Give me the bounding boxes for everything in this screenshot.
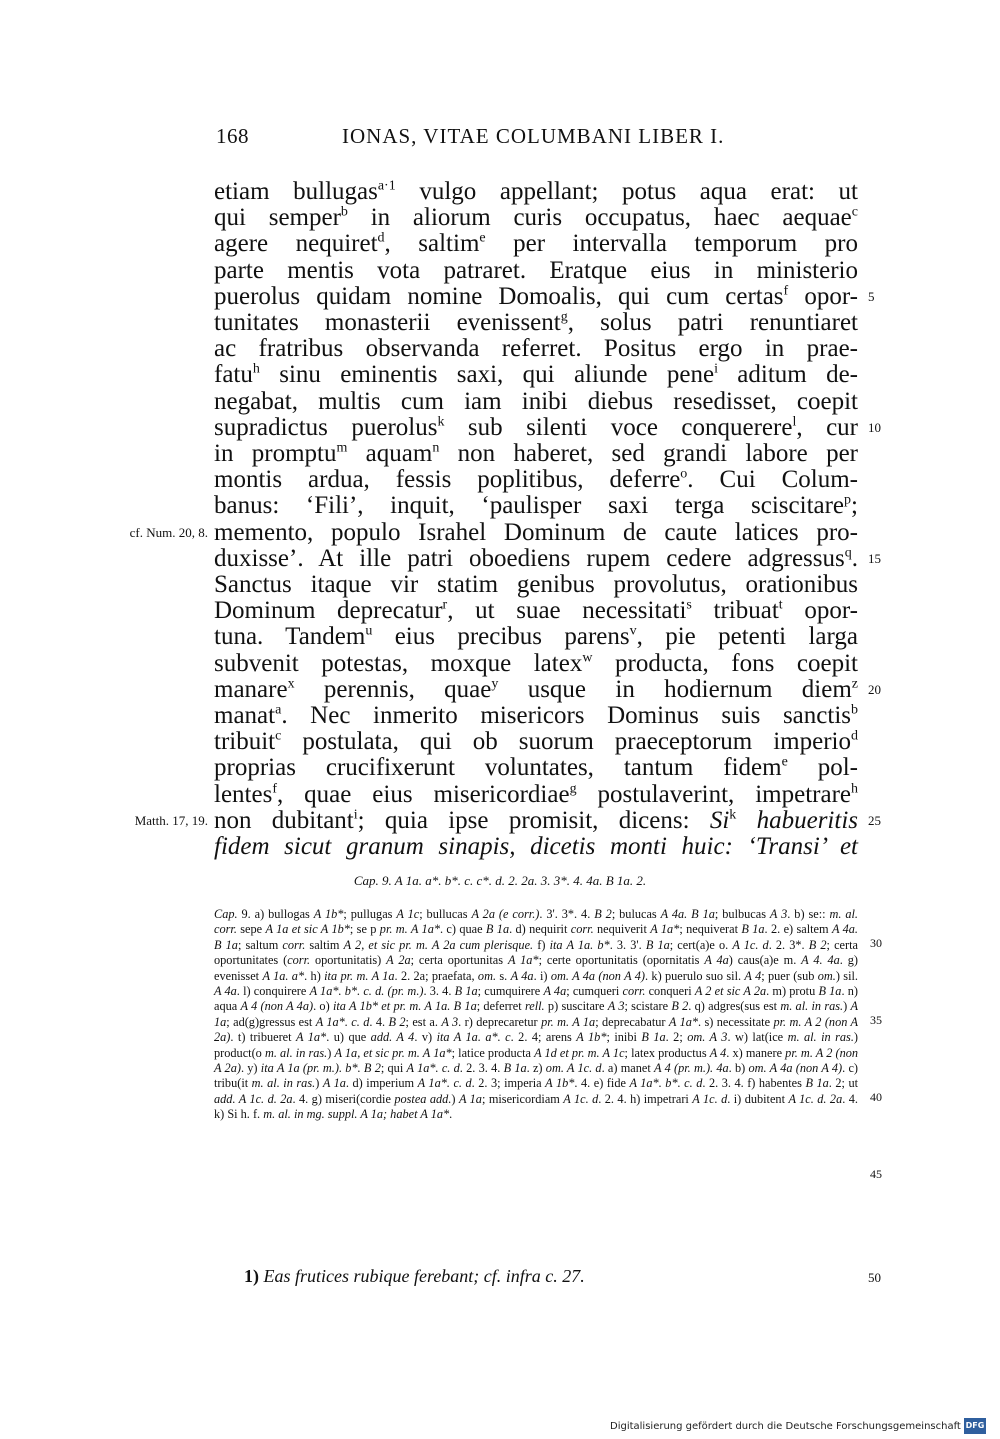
apparatus-line-number: 45 [870, 1167, 882, 1181]
critical-apparatus: Cap. 9. a) bullogas A 1b*; pullugas A 1c; bullucas A 2a (e corr.). 3'. 3*. 4. B 2; bulucas A 4a. B 1a; bulbucas A 3. b) se:: m. al. corr. sepe A 1a et sic A 1b*; se p pr. m. A 1a*. c) quae B 1a. d) nequirit corr. nequiverit A 1a*; nequiverat B 1a. 2. e) saltem A 4a. B 1a; saltum corr. saltim A 2, et sic pr. m. A 2a cum plerisque. f) ita A 1a. b*. 3. 3'. B 1a; cert(a)e o. A 1c. d. 2. 3*. B 2; certa oportunitates (corr. oportunitatis) A 2a; certa oportunitas A 1a*; certe oportunitatis (opornitatis A 4a) caus(a)e m. A 4. 4a. g) evenisset A 1a. a*. h) ita pr. m. A 1a. 2. 2a; praefata, om. s. A 4a. i) om. A 4a (non A 4). k) puerulo suo sil. A 4; puer (sub om.) sil. A 4a. l) conquirere A 1a*. b*. c. d. (pr. m.). 3. 4. B 1a; cumquirere A 4a; cumqueri corr. conqueri A 2 et sic A 2a. m) protu B 1a. n) aqua A 4 (non A 4a). o) ita A 1b* et pr. m. A 1a. B 1a; deferret rell. p) suscitare A 3; scistare B 2. q) adgres(sus est m. al. in ras.) A 1a; ad(g)gressus est A 1a*. c. d. 4. B 2; est a. A 3. r) deprecaretur pr. m. A 1a; deprecabatur A 1a*. s) necessitate pr. m. A 2 (non A 2a). t) tribueret A 1a*. u) que add. A 4. v) ita A 1a. a*. c. 2. 4; arens A 1b*; inibi B 1a. 2; om. A 3. w) lat(ice m. al. in ras.) product(o m. al. in ras.) A 1a, et sic pr. m. A 1a*; latice producta A 1d et pr. m. A 1c; latex productus A 4. x) manere pr. m. A 2 (non A 2a). y) ita A 1a (pr. m.). b*. B 2; qui A 1a*. c. d. 2. 3. 4. B 1a. z) om. A 1c. d. a) manet A 4 (pr. m.). 4a. b) om. A 4a (non A 4). c) tribu(it m. al. in ras.) A 1a. d) imperium A 1a*. c. d. 2. 3; imperia A 1b*. 4. e) fide A 1a*. b*. c. d. 2. 3. 4. f) habentes B 1a. 2; ut add. A 1c. d. 2a. 4. g) miseri(cordie postea add.) A 1a; misericordiam A 1c. d. 2. 4. h) impetrari A 1c. d. i) dubitent A 1c. d. 2a. 4. k) Si h. f. m. al. in mg. suppl. A 1a; habet A 1a*. [214, 907, 859, 1122]
margin-reference: cf. Num. 20, 8. [129, 524, 208, 540]
text-line: Sanctus itaque vir statim genibus provolutus, orationibus [214, 571, 858, 598]
text-line: Dominum deprecatur$^r$, ut suae necessitati$^s$ tribuat$^t$ opor- [214, 597, 858, 625]
text-line: qui semper$^b$ in aliorum curis occupatus, haec aequae$^c$ [214, 204, 859, 232]
text-line: tribuit$^c$ postulata, qui ob suorum praeceptorum imperio$^d$ [214, 728, 858, 756]
manuscript-sigla-line: Cap. 9. A 1a. a*. b*. c. c*. d. 2. 2a. 3. 3*. 4. 4a. B 1a. 2. [353, 873, 647, 888]
text-line: etiam bullugas$^{a\cdot 1}$ vulgo appellant; potus aqua erat: ut [214, 178, 858, 205]
text-line: fatu$^h$ sinu eminentis saxi, qui aliunde pene$^i$ aditum de- [214, 361, 858, 389]
line-number: 25 [868, 812, 881, 828]
text-line: tunitates monasterii evenissent$^g$, solus patri renuntiaret [214, 309, 859, 336]
apparatus-line-number: 35 [870, 1013, 882, 1027]
running-title: IONAS, VITAE COLUMBANI LIBER I. [342, 124, 725, 148]
dfg-logo: DFG [964, 1418, 986, 1434]
page-header [0, 124, 1000, 164]
line-number: 5 [868, 288, 875, 304]
apparatus-line-number: 30 [870, 936, 882, 950]
text-line: agere nequiret$^d$, saltim$^e$ per intervalla temporum pro [214, 230, 859, 258]
page-number: 168 [216, 124, 249, 148]
line-number: 20 [868, 681, 881, 697]
text-line: parte mentis vota patraret. Eratque eius in ministerio [214, 256, 858, 284]
text-line: subvenit potestas, moxque latex$^w$ producta, fons coepit [214, 649, 858, 677]
digitization-credit: Digitalisierung gefördert durch die Deutsche Forschungsgemeinschaft [610, 1421, 961, 1432]
margin-reference: Matth. 17, 19. [134, 812, 208, 828]
text-line: in promptu$^m$ aquam$^n$ non haberet, sed grandi labore per [214, 440, 859, 467]
text-line: tuna. Tandem$^u$ eius precibus parens$^v$, pie petenti larga [214, 623, 858, 651]
text-line: montis ardua, fessis poplitibus, deferre$^o$. Cui Colum- [214, 466, 858, 494]
footnote-number: 1) [244, 1266, 259, 1286]
footnote [244, 1266, 585, 1287]
text-line: manat$^a$. Nec inmerito misericors Dominus suis sanctis$^b$ [214, 702, 858, 729]
text-line: proprias crucifixerunt voluntates, tantum fidem$^e$ pol- [214, 754, 858, 782]
text-line: lentes$^f$, quae eius misericordiae$^g$ postulaverint, impetrare$^h$ [214, 780, 859, 808]
text-line: negabat, multis cum iam inibi diebus resedisset, coepit [214, 387, 858, 415]
footnote-line-number: 50 [868, 1270, 881, 1285]
footnote-text: Eas frutices rubique ferebant; cf. infra c. 27. [263, 1266, 585, 1286]
text-line: fidem sicut granum sinapis, dicetis monti huic: ‘Transi’ et [214, 833, 858, 860]
text-line: non dubitant$^i$; quia ipse promisit, dicens: Si$^k$ habueritis [214, 806, 859, 834]
line-number: 10 [868, 419, 881, 435]
line-number: 15 [868, 550, 881, 566]
text-line: banus: ‘Fili’, inquit, ‘paulisper saxi terga sciscitare$^p$; [214, 492, 858, 520]
apparatus-line-number: 40 [870, 1090, 882, 1104]
text-line: supradictus puerolus$^k$ sub silenti voce conquerere$^l$, cur [214, 413, 858, 441]
text-line: ac fratribus observanda referret. Positus ergo in prae- [214, 335, 858, 363]
text-line: manare$^x$ perennis, quae$^y$ usque in hodiernum diem$^z$ [214, 675, 858, 703]
text-line: memento, populo Israhel Dominum de caute latices pro- [214, 518, 858, 546]
text-line: duxisse’. At ille patri oboediens rupem cedere adgressus$^q$. [214, 544, 858, 572]
text-line: puerolus quidam nomine Domoalis, qui cum certas$^f$ opor- [214, 282, 858, 310]
